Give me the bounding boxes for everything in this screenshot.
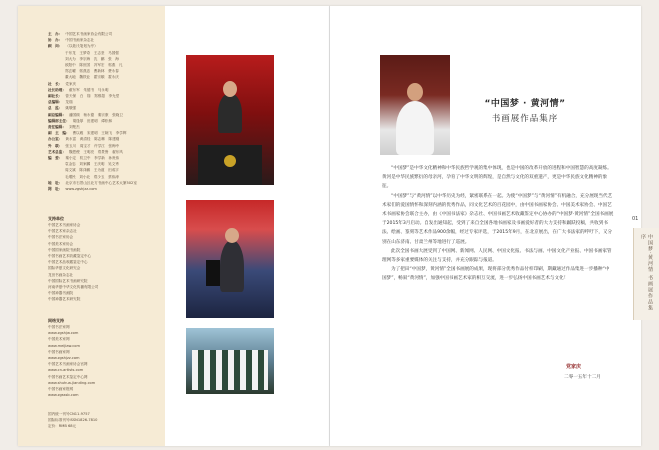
author-signature: 党家庆 [566,364,582,370]
staff-role: 地 址： [48,180,63,185]
staff-role: 协 办： [48,38,63,43]
staff-name: 欧阳中 陈世国 冯军宏 郭燕 凡 [65,63,123,68]
network-item: 中国书画家网 [48,349,70,354]
issn-block [48,411,97,430]
staff-name: 姚敬强 [65,106,77,111]
speaker-face [223,81,237,97]
photo-review-troops [186,200,274,318]
issn-item: 定价：RMB 68元 [48,424,77,429]
paragraph: “中国梦”是中华文化精神和中华民族哲学观的集中体现，也是中国的改革开放的进程和中国智慧的高度凝练。黄河是中华民族繁衍的母亲河，孕育了中华文明的辉煌，是自然与文化的双重遗产，更是中华民族文化精神的象征。 [382,166,612,190]
article-subtitle: 书画展作品集序 [491,114,559,124]
staff-role: 顾 问： [48,44,63,49]
microphone-stand [206,260,220,286]
issn-item: 国际标准刊号ISSN1826-7810 [48,418,98,423]
support-list [48,222,98,303]
photo-military-parade [186,328,274,394]
network-list [48,324,95,398]
network-section [48,314,95,398]
left-page [18,6,330,446]
staff-role: 总编辑： [48,100,63,105]
staff-name: 中国书画家杂志社 [65,38,95,43]
network-item[interactable]: www.zgshjw.com [48,331,79,336]
staff-role: 副社长： [48,94,63,99]
support-section [48,212,98,303]
staff-name: 中国艺术书画家协会有限公司 [65,32,113,36]
staff-role: 责任编辑： [48,125,66,130]
soldier-row [192,350,268,390]
staff-name: 张玉川 周宝才 许学江 张梅中 [65,143,120,148]
photo-leader-speech [186,55,274,185]
staff-name: 胡逢厚 田建明 谭松林 [72,118,113,123]
staff-role: 社 长： [48,81,63,86]
support-item: 河南华夏中华文化传播有限公司 [48,285,99,290]
staff-name: 曹以雅 宋建明 王婉飞 李学辉 [72,131,127,136]
staff-role: 社长助理： [48,87,66,92]
emblem-icon [224,155,236,167]
article-date: 二零一五年十二月 [564,375,601,380]
support-item: 中国艺术品收藏鉴定中心 [48,260,88,265]
staff-name: 龙瑞 [65,100,73,105]
network-item: 中国书画家报网 [48,387,74,392]
staff-role: 总 监： [48,106,63,111]
support-item: 中国神器书画院 [48,291,74,296]
network-item[interactable]: www.zgshjzz.com [48,356,80,361]
support-item: 中国美术家协会 [48,241,74,246]
staff-role: 艺术总监： [48,149,66,154]
support-item: 中国书法家协会 [48,235,74,240]
support-item: 中国艺术家杂志社 [48,229,77,234]
network-item: 中国艺术书画家协会官网 [48,362,88,367]
network-title: 网络支持 [48,318,64,323]
leader-figure [220,240,244,292]
staff-role: 外 联： [48,143,63,148]
side-tab-text: 中国梦·黄河情 书画展作品集序 [640,234,653,312]
staff-role: 编 委： [48,156,63,161]
staff-name: 毛增民 刘小北 郑少玉 蔡伟涛 [65,174,119,179]
staff-role: 网 址： [48,187,63,192]
staff-role: 办公室： [48,137,63,142]
support-item: 中国国际艺术书画研究院 [48,278,88,283]
staff-role: 副 主 编： [48,131,70,136]
masthead-column [18,6,165,446]
article-title: “中国梦 · 黄河情” [484,99,566,109]
staff-name: 董大地 魏铁业 霍宗顺 霍永庆 [65,75,119,80]
leader-face [225,228,239,243]
article-body [382,164,614,284]
support-item: 中国国家画院书画院 [48,247,81,252]
article-title-block [465,96,585,124]
network-item: 中国书法家网 [48,325,70,329]
staff-name: 党家庆 [65,81,77,86]
paragraph: 此次全国书画大展受到了中国网、新闻网、人民网、中国文化报、书法与画、中国文化产业报、中国书画家管理网等多家重要媒体的关注与支持，并充分跟踪与报道。 [382,248,612,264]
network-item[interactable]: www.zgsssb.com [48,393,79,398]
staff-name: 潘国顾 杨永德 秦宗康 张晓卫 [68,112,123,117]
network-item[interactable]: www.meijiaw.com [48,343,80,348]
staff-name: 魏恩俊 王明亮 郑景鲁 翟东风 [68,149,123,154]
speaker-figure [218,93,242,133]
page-number: 01 [632,216,639,222]
staff-row [48,186,137,192]
staff-name: 翟东军 朱德书 马永明 [68,87,109,92]
support-item: 中国书画艺术收藏鉴定中心 [48,254,92,259]
issn-item: 国内统一刊号CN11-9757 [48,412,90,416]
network-item: 中国书画艺术鉴定中心网 [48,374,88,379]
support-item: 龙田书画杂志社 [48,272,74,277]
photo-author-portrait [380,55,450,155]
staff-name: 北京市石景山区北方书画中心艺术大厦502室 [65,180,137,185]
author-body [396,101,434,155]
staff-name: www.zgshjzz.com [65,187,97,192]
staff-name: （以姓氏笔划为序） [65,44,98,49]
support-item: 国际华夏文化研究会 [48,266,81,271]
staff-name: 秦小定 杭卫中 李学新 孙贵伟 [65,156,120,161]
staff-name: 刘大为 李宗海 沈 鹏 张 海 [65,56,119,61]
page-side-tab [633,228,659,320]
support-item: 中国艺术书画家协会 [48,223,81,227]
staff-name: 刘楚杰 [68,125,80,130]
network-item[interactable]: www.cn-artists.com [48,368,84,373]
staff-name: 周文斌 陈泽鹏 王为道 田成宇 [65,168,119,173]
staff-role: 编辑部主任： [48,118,70,123]
staff-name: 曾天保 白 翔 郑维超 李允堂 [65,94,120,99]
staff-name: 郑玄曜 郭燕忠 曹新林 费永春 [65,69,119,74]
staff-name: 于东龙 王梦奇 王志坚 马国强 [65,50,119,55]
paragraph: “中国梦”与“黄河情”以中华历史为经，紧密联系在一起。为使“中国梦”与“黄河情”有机融合，充分展现当代艺术家们的爱国情怀和深刻内涵的优秀作品，同文化艺术的百花园中，由中国书画家协会、中国美术家协会、中国艺术书画家协会联合主办，由《中国书法家》杂志社、中国书画艺术收藏鉴定中心协办的“中国梦·黄河情”全国书画展于2015年3月启动。自发出通知起，受到了来自全国各地书画家及书画爱好者的大力支持和踊跃投稿，共收到书法、绘画、篆刻等艺术作品900余幅，经过专家评选，于2015年9月，在北京展出，在广大书法家的呼吁下，又分别在山东济南、甘肃兰州等地进行了巡展。 [382,193,614,245]
staff-name: 袁金忠 刘家麟 王庆明 吴文秀 [65,162,119,167]
network-item[interactable]: www.shuhua-jianding.com [48,380,96,385]
network-item: 中国美术家网 [48,337,70,342]
staff-role: 主 办： [48,32,63,36]
support-title: 支持单位 [48,216,64,221]
staff-list [48,31,137,192]
support-item: 中国神器艺术研究院 [48,297,81,302]
staff-role: 副总编辑： [48,112,66,117]
paragraph: 为了把田“中国梦，黄河情”全国书画展的成果，现将部分优秀作品付梓印刷，期藏通过作品集进一步播种“中国梦”，畅叙“黄河情”，加强中国书画艺术家的相互交流，进一步弘扬中国书画艺术与文化！ [382,267,610,282]
author-face [407,83,423,101]
staff-name: 黄永富 黄清桂 陈志琳 陈建刚 [65,137,120,142]
